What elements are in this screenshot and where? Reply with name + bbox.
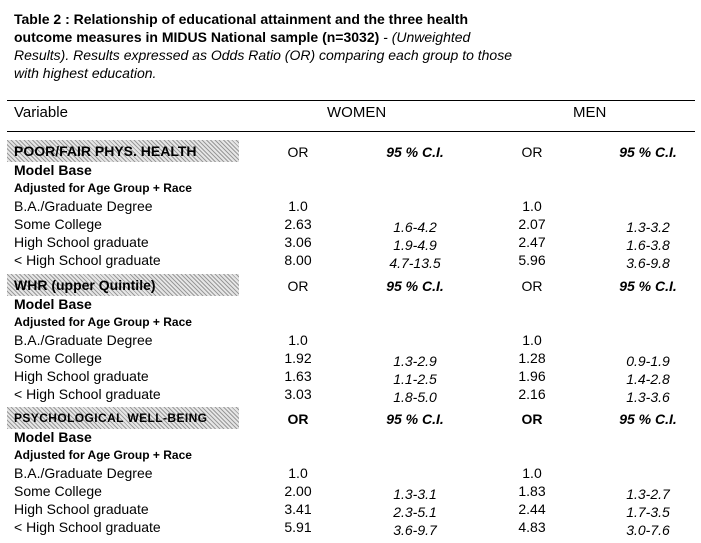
women-or-value: 5.91 [284,519,312,535]
row-label: B.A./Graduate Degree [14,332,153,348]
title-line-2 [14,28,470,46]
row-label: < High School graduate [14,252,161,268]
men-ci-value: 3.0-7.6 [626,522,670,538]
men-or-value: 1.96 [518,368,546,384]
women-or-header: OR [287,411,309,427]
women-ci-value: 1.6-4.2 [393,219,437,235]
header-men: MEN [573,104,607,121]
header-women: WOMEN [327,104,387,121]
header-top-rule [7,100,695,101]
men-or-value: 1.28 [518,350,546,366]
women-or-value: 3.41 [284,501,312,517]
title-line-1: Table 2 : Relationship of educational attainment and the three health [14,11,469,27]
header-variable: Variable [14,104,68,121]
row-label: Some College [14,216,102,232]
title-line-4: with highest education. [14,65,157,81]
women-ci-header: 95 % C.I. [386,278,444,294]
section-label: WHR (upper Quintile) [14,277,156,293]
model-base-label: Model Base [14,296,92,312]
men-ci-value: 1.4-2.8 [626,371,670,387]
title-line-2-bold: outcome measures in MIDUS National sample (n=3032) [14,29,380,45]
women-ci-value: 1.8-5.0 [393,389,437,405]
women-or-value: 1.63 [284,368,312,384]
table-title [14,10,470,46]
men-ci-value: 1.7-3.5 [626,504,670,520]
women-ci-value: 1.3-2.9 [393,353,437,369]
row-label: B.A./Graduate Degree [14,465,153,481]
model-base-label: Model Base [14,162,92,178]
men-or-header: OR [521,144,543,160]
men-ci-value: 0.9-1.9 [626,353,670,369]
men-ci-value: 1.3-3.6 [626,389,670,405]
men-or-value: 1.0 [522,198,542,214]
women-or-value: 1.0 [288,198,308,214]
women-or-value: 1.0 [288,465,308,481]
men-ci-value: 1.3-3.2 [626,219,670,235]
women-or-value: 3.06 [284,234,312,250]
men-or-header: OR [521,411,543,427]
row-label: B.A./Graduate Degree [14,198,153,214]
section-label: PSYCHOLOGICAL WELL-BEING [14,411,208,425]
men-or-value: 1.83 [518,483,546,499]
row-label: High School graduate [14,368,149,384]
men-ci-header: 95 % C.I. [619,278,677,294]
header-bottom-rule [7,131,695,132]
men-or-value: 4.83 [518,519,546,535]
men-or-value: 5.96 [518,252,546,268]
men-or-value: 1.0 [522,465,542,481]
row-label: < High School graduate [14,519,161,535]
women-or-header: OR [287,278,309,294]
row-label: Some College [14,350,102,366]
adjusted-label: Adjusted for Age Group + Race [14,315,192,329]
men-ci-value: 3.6-9.8 [626,255,670,271]
row-label: High School graduate [14,501,149,517]
men-or-header: OR [521,278,543,294]
women-or-value: 1.92 [284,350,312,366]
model-base-label: Model Base [14,429,92,445]
women-ci-value: 1.9-4.9 [393,237,437,253]
section-label: POOR/FAIR PHYS. HEALTH [14,143,197,159]
men-ci-value: 1.6-3.8 [626,237,670,253]
women-or-header: OR [287,144,309,160]
title-line-3: Results). Results expressed as Odds Ratio (OR) comparing each group to those [14,47,513,63]
women-ci-header: 95 % C.I. [386,411,444,427]
row-label: Some College [14,483,102,499]
women-or-value: 1.0 [288,332,308,348]
adjusted-label: Adjusted for Age Group + Race [14,181,192,195]
men-or-value: 2.07 [518,216,546,232]
row-label: < High School graduate [14,386,161,402]
men-or-value: 1.0 [522,332,542,348]
women-ci-value: 3.6-9.7 [393,522,437,538]
title-line-2-italic: - (Unweighted [379,29,471,45]
men-ci-header: 95 % C.I. [619,144,677,160]
men-or-value: 2.16 [518,386,546,402]
women-ci-value: 2.3-5.1 [393,504,437,520]
men-ci-header: 95 % C.I. [619,411,677,427]
men-or-value: 2.47 [518,234,546,250]
adjusted-label: Adjusted for Age Group + Race [14,448,192,462]
row-label: High School graduate [14,234,149,250]
women-or-value: 3.03 [284,386,312,402]
women-or-value: 8.00 [284,252,312,268]
women-or-value: 2.00 [284,483,312,499]
women-or-value: 2.63 [284,216,312,232]
men-or-value: 2.44 [518,501,546,517]
women-ci-header: 95 % C.I. [386,144,444,160]
women-ci-value: 1.3-3.1 [393,486,437,502]
women-ci-value: 4.7-13.5 [389,255,441,271]
men-ci-value: 1.3-2.7 [626,486,670,502]
women-ci-value: 1.1-2.5 [393,371,437,387]
